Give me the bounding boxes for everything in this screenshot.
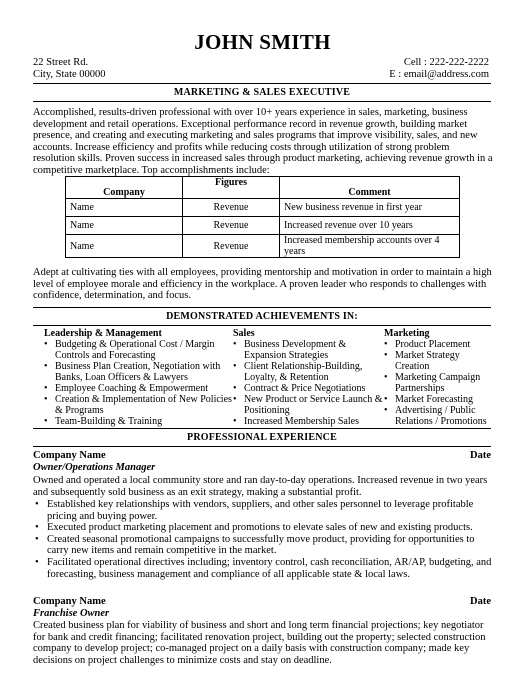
list-item: • Executed product marketing placement and promotions to elevate sales of new and existing products. (33, 522, 493, 534)
table-cell: Increased revenue over 10 years (280, 217, 460, 235)
address-line-1: 22 Street Rd. (33, 57, 89, 68)
job-2-company: Company Name (33, 596, 106, 607)
list-item: • New Product or Service Launch & Positioning (233, 394, 383, 416)
list-item: • Marketing Campaign Partnerships (384, 372, 496, 394)
table-header-row (66, 177, 460, 199)
column-heading: Leadership & Management (44, 328, 162, 339)
achievement-column-leadership (44, 328, 234, 427)
divider-experience-bottom (33, 446, 491, 447)
list-item: • Established key relationships with vendors, suppliers, and other sales personnel to leverage profitable pricing and buying power. (33, 499, 493, 522)
headline: MARKETING & SALES EXECUTIVE (173, 87, 351, 98)
column-heading: Marketing (384, 328, 430, 339)
table-cell: Revenue (183, 235, 280, 258)
job-1-bullets (33, 499, 493, 580)
job-1-company: Company Name (33, 450, 106, 461)
list-item: • Budgeting & Operational Cost / Margin Controls and Forecasting (44, 339, 234, 361)
experience-title: PROFESSIONAL EXPERIENCE (187, 432, 337, 443)
address-block (33, 57, 106, 81)
list-item: • Business Plan Creation, Negotiation with Banks, Loan Officers & Lawyers (44, 361, 234, 383)
achievements-title: DEMONSTRATED ACHIEVEMENTS IN: (166, 311, 358, 322)
table-row (66, 217, 460, 235)
divider-achievements (33, 307, 491, 308)
achievement-column-marketing (384, 328, 496, 427)
job-2-description: Created business plan for viability of business and short and long term financial projections; key negotiator for bank and credit financing; facilitated renovation project, building out the property; selected construction company to develop project; co-managed project on a daily basis with construction company; made key decisions on project challenges to minimize costs and stay on deadline. (33, 620, 486, 666)
list-item: • Team-Building & Training (44, 416, 234, 427)
divider-headline (33, 101, 491, 102)
list-item: • Created seasonal promotional campaigns to successfully move product, providing for opportunities to carry new items and remain competitive in the market. (33, 534, 493, 557)
summary-paragraph-2: Adept at cultivating ties with all employees, providing mentorship and motivation in order to maintain a high level of employee morale and efficiency in the workplace. A proven leader who responds to challenges with confidence, determination, and focus. (33, 267, 492, 302)
list-item: • Contract & Price Negotiations (233, 383, 383, 394)
candidate-name: JOHN SMITH (194, 30, 331, 54)
list-item: • Employee Coaching & Empowerment (44, 383, 234, 394)
table-header-comment: Comment (280, 177, 460, 199)
job-1-title: Owner/Operations Manager (33, 462, 156, 473)
list-item: • Business Development & Expansion Strategies (233, 339, 383, 361)
list-item: • Advertising / Public Relations / Promotions (384, 405, 496, 427)
email-address: E : email@address.com (389, 69, 489, 80)
table-cell: Name (66, 199, 183, 217)
contact-block (389, 57, 489, 81)
table-header-figures: Figures (183, 177, 280, 199)
job-2-title: Franchise Owner (33, 608, 110, 619)
list-item: • Increased Membership Sales (233, 416, 383, 427)
table-row (66, 199, 460, 217)
achievement-column-sales (233, 328, 383, 427)
table-cell: Name (66, 217, 183, 235)
table-header-company: Company (66, 177, 183, 199)
table-cell: Increased membership accounts over 4 years (280, 235, 460, 258)
job-1-date: Date (470, 450, 491, 461)
list-item: • Market Forecasting (384, 394, 496, 405)
table-cell: Revenue (183, 199, 280, 217)
divider-achievements-bottom (33, 325, 491, 326)
summary-paragraph: Accomplished, results-driven professional with over 10+ years experience in sales, marketing, business development and retail operations. Exceptional performance record in revenue growth, building market presence, and creating and executing marketing and sales programs that improve visibility, sales, and new accounts. Increase efficiency and profits while reducing costs through utilization of strong problem resolution skills. Proven success in increased sales through product marketing, achieving revenue growth in a competitive marketplace. Top accomplishments include: (33, 107, 493, 176)
cell-phone: Cell : 222-222-2222 (403, 57, 489, 68)
table-cell: Name (66, 235, 183, 258)
column-heading: Sales (233, 328, 255, 339)
address-line-2: City, State 00000 (33, 69, 106, 80)
divider-top (33, 83, 491, 84)
job-1-description: Owned and operated a local community store and ran day-to-day operations. Increased revenue in two years and subsequently sold business as an exit strategy, making a substantial profit. (33, 475, 488, 498)
list-item: • Client Relationship-Building, Loyalty, & Retention (233, 361, 383, 383)
job-2-date: Date (470, 596, 491, 607)
table-cell: New business revenue in first year (280, 199, 460, 217)
accomplishments-table (65, 176, 460, 258)
list-item: • Facilitated operational directives including; inventory control, cash reconciliation, AR/AP, budgeting, and forecasting, business management and compliance of all applicable state & local laws. (33, 557, 493, 580)
table-row (66, 235, 460, 258)
list-item: • Creation & Implementation of New Policies & Programs (44, 394, 234, 416)
table-cell: Revenue (183, 217, 280, 235)
divider-experience (33, 428, 491, 429)
list-item: • Product Placement (384, 339, 496, 350)
list-item: • Market Strategy Creation (384, 350, 496, 372)
